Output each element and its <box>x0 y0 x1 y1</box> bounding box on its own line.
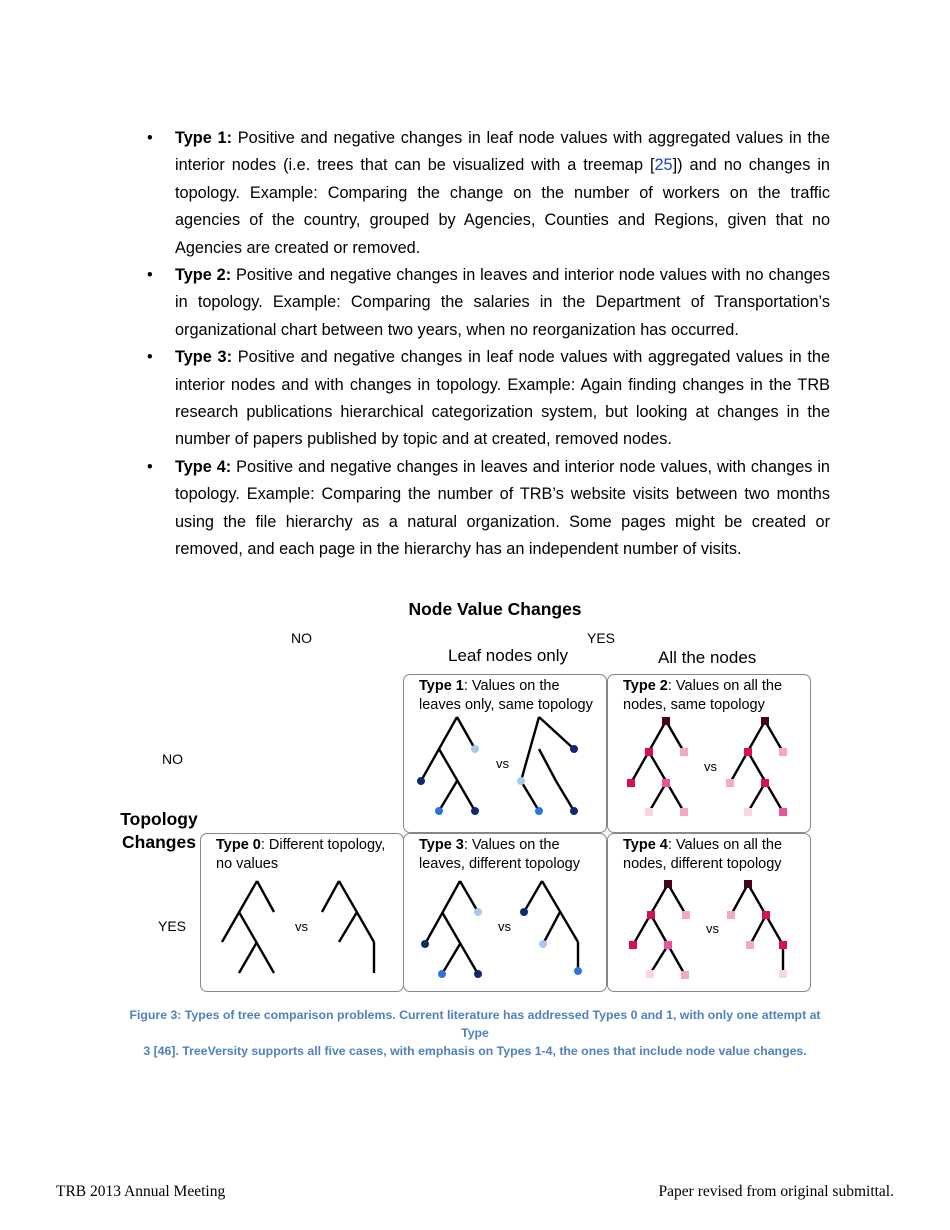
type-2-text: Positive and negative changes in leaves and interior node values with no changes in topology. Example: Comparing the salaries in the Department of Transportation’s organizational chart between two years, when no reorganization has occurred. <box>175 266 831 339</box>
vs-label: vs <box>496 756 509 771</box>
type-1-description <box>419 677 593 715</box>
type-1-label: Type 1: <box>175 129 233 147</box>
node <box>761 717 769 725</box>
tree-edge <box>460 881 478 912</box>
node <box>664 880 672 888</box>
type-4-bullet <box>145 454 830 564</box>
type-3-label: Type 3: <box>175 348 233 367</box>
tree-edge <box>521 781 539 811</box>
leaf-node <box>474 970 482 978</box>
type-4-line1: : Values on all the <box>667 837 783 853</box>
type-2-label: Type 2: <box>175 266 232 285</box>
node <box>662 717 670 725</box>
node <box>727 911 735 919</box>
type-0-title: Type 0 <box>216 837 261 853</box>
row-no-label: NO <box>162 751 183 767</box>
topology-label-line2: Changes <box>122 832 196 852</box>
tree-edge <box>457 717 475 749</box>
type-1-title: Type 1 <box>419 678 464 694</box>
type-4-line2: nodes, different topology <box>623 856 782 872</box>
tree-edge <box>521 717 539 781</box>
caption-line1: Figure 3: Types of tree comparison problems. Current literature has addressed Types 0 and 1, with only one attempt at Type <box>129 1008 821 1040</box>
type-2-title: Type 2 <box>623 678 668 694</box>
cell-type-2 <box>607 674 811 833</box>
node <box>682 911 690 919</box>
cell-type-4 <box>607 833 811 992</box>
type-list <box>145 125 830 564</box>
type-1-text: Positive and negative changes in leaf node values with aggregated values in the interior nodes (i.e. trees that can be visualized with a treemap [ <box>175 129 831 175</box>
leaf-node <box>535 807 543 815</box>
topology-changes-label <box>110 808 208 854</box>
node <box>680 808 688 816</box>
column-all-label: All the nodes <box>658 648 757 667</box>
node <box>779 941 787 949</box>
leaf-node <box>474 908 482 916</box>
cell-type-0 <box>200 833 404 992</box>
type-2-description <box>623 677 782 715</box>
node <box>761 779 769 787</box>
type-3-description <box>419 836 580 874</box>
leaf-node <box>539 940 547 948</box>
cell-type-3 <box>403 833 607 992</box>
node <box>762 911 770 919</box>
leaf-node <box>471 807 479 815</box>
figure-title: Node Value Changes <box>408 599 582 619</box>
type-4-label: Type 4: <box>175 457 232 476</box>
tree-edge <box>543 912 560 944</box>
node <box>629 941 637 949</box>
node <box>647 911 655 919</box>
type-4-text: Positive and negative changes in leaves and interior node values, with changes in topology. Example: Comparing the number of TRB’s website visits between two months using the file hierarchy as a natural organization. Some pages might be created or removed, and each page in the hierarchy has an independent number of visits. <box>175 457 830 559</box>
topology-label-line1: Topology <box>120 809 198 829</box>
footer-right: Paper revised from original submittal. <box>658 1183 894 1200</box>
node <box>744 880 752 888</box>
tree-edge <box>649 783 666 812</box>
tree-edge <box>748 783 765 812</box>
leaf-node <box>570 745 578 753</box>
footer-left: TRB 2013 Annual Meeting <box>56 1183 226 1200</box>
leaf-node <box>574 967 582 975</box>
tree-edge <box>442 944 460 974</box>
node <box>681 971 689 979</box>
type-1-line2: leaves only, same topology <box>419 697 593 713</box>
leaf-node <box>570 807 578 815</box>
vs-label: vs <box>295 919 308 934</box>
vs-label: vs <box>706 921 719 936</box>
leaf-node <box>417 777 425 785</box>
type-0-description <box>216 836 385 874</box>
citation-link[interactable]: 25 <box>654 156 673 175</box>
type-3-text: Positive and negative changes in leaf node values with aggregated values in the interior nodes and with changes in topology. Example: Again finding changes in the TRB research publications hierarchical categorization system, but looking at changes in the number of papers published by topic and at created, removed nodes. <box>175 348 831 449</box>
tree-edge <box>239 942 257 973</box>
column-no-label: NO <box>291 630 312 646</box>
node <box>726 779 734 787</box>
leaf-node <box>435 807 443 815</box>
type-1-text-end: ]) and no changes in topology. Example: Comparing the change on the number of workers on the traffic agencies of the country, grouped by Agencies, Counties and Regions, given that no Agencies are created or removed. <box>175 156 830 257</box>
type-2-line2: nodes, same topology <box>623 697 765 713</box>
node <box>645 808 653 816</box>
tree-edge <box>750 915 766 945</box>
leaf-node <box>421 940 429 948</box>
node <box>662 779 670 787</box>
tree-edge <box>524 881 542 912</box>
type-3-line2: leaves, different topology <box>419 856 580 872</box>
node <box>779 808 787 816</box>
vs-label: vs <box>704 759 717 774</box>
node <box>779 970 787 978</box>
tree-edge <box>731 884 748 915</box>
tree-edge <box>439 781 457 811</box>
tree-edge <box>257 881 274 912</box>
tree-edge <box>556 781 574 811</box>
type-0-line1: : Different topology, <box>260 837 386 853</box>
column-leaf-label: Leaf nodes only <box>448 646 569 665</box>
type-4-title: Type 4 <box>623 837 668 853</box>
tree-edge <box>668 884 686 915</box>
row-yes-label: YES <box>158 918 187 934</box>
leaf-node <box>438 970 446 978</box>
type-3-line1: : Values on the <box>463 837 560 853</box>
cell-type-1 <box>403 674 607 833</box>
node <box>646 970 654 978</box>
tree-edge <box>539 717 574 749</box>
leaf-node <box>520 908 528 916</box>
node <box>779 748 787 756</box>
caption-line2: 3 [46]. TreeVersity supports all five cases, with emphasis on Types 1-4, the ones that include node value changes. <box>143 1044 807 1058</box>
leaf-node <box>471 745 479 753</box>
tree-edge <box>539 749 556 781</box>
type-0-line2: no values <box>216 856 279 872</box>
node <box>627 779 635 787</box>
type-3-title: Type 3 <box>419 837 464 853</box>
tree-edge <box>322 881 339 912</box>
node <box>744 748 752 756</box>
leaf-node <box>517 777 525 785</box>
type-2-line1: : Values on all the <box>667 678 783 694</box>
node <box>664 941 672 949</box>
tree-edge <box>339 912 357 942</box>
type-3-bullet <box>145 344 830 454</box>
node <box>680 748 688 756</box>
column-yes-label: YES <box>587 630 616 646</box>
tree-edge <box>666 721 684 752</box>
node <box>746 941 754 949</box>
type-1-bullet <box>145 125 830 262</box>
type-2-bullet <box>145 262 830 344</box>
tree-edge <box>542 881 578 942</box>
type-4-description <box>623 836 782 874</box>
node <box>744 808 752 816</box>
tree-edge <box>650 945 668 974</box>
node <box>645 748 653 756</box>
figure-caption <box>115 1006 835 1060</box>
tree-edge <box>765 721 783 752</box>
type-1-line1: : Values on the <box>463 678 560 694</box>
vs-label: vs <box>498 919 511 934</box>
